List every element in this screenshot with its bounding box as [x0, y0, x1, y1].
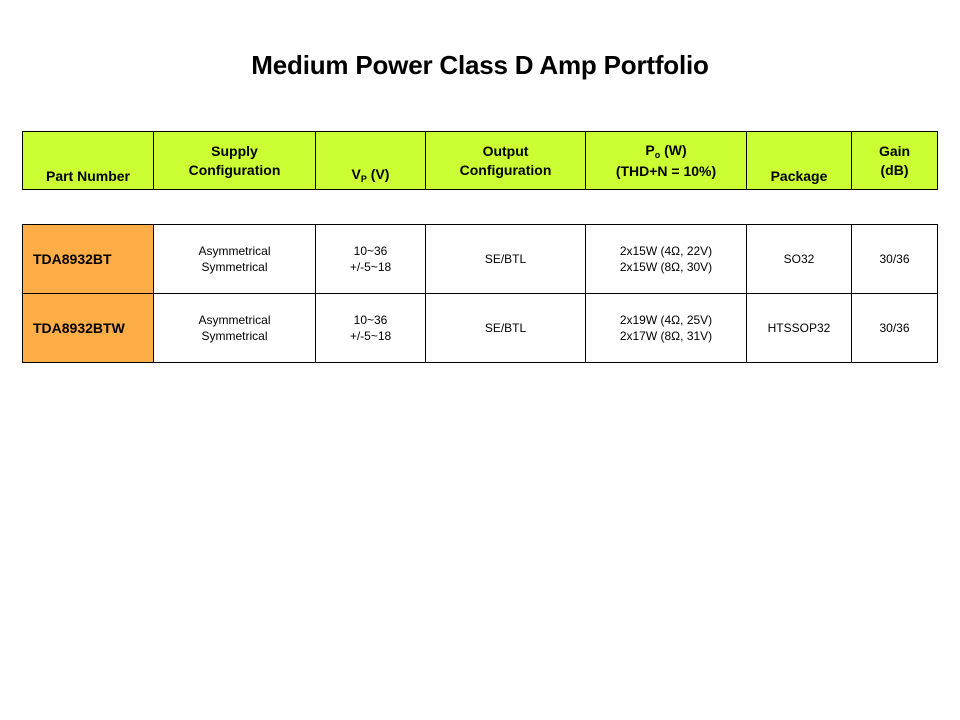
po-cell: [586, 225, 747, 294]
header-po-line1: [586, 141, 746, 162]
supply-cell: [154, 294, 316, 363]
header-part-number: [23, 132, 154, 190]
vp-cell: [316, 294, 426, 363]
header-vp-subscript: P: [360, 174, 367, 184]
header-po-unit: (W): [660, 141, 687, 158]
header-supply-line1: Supply: [211, 142, 258, 159]
table-row: [23, 294, 938, 363]
header-gain-line2: (dB): [880, 161, 909, 178]
header-vp-unit: (V): [366, 166, 390, 182]
po-line: 2x19W (4Ω, 25V): [619, 313, 713, 327]
header-vp: [316, 132, 426, 190]
supply-line: Asymmetrical: [198, 313, 271, 327]
supply-cell: [154, 225, 316, 294]
output-cell: SE/BTL: [426, 294, 586, 363]
header-vp-main: V: [351, 166, 361, 182]
supply-line: Symmetrical: [201, 260, 268, 274]
header-po-subscript: o: [654, 149, 661, 160]
part-number-cell: TDA8932BT: [23, 225, 154, 294]
vp-line: +/-5~18: [349, 329, 392, 343]
header-output-configuration: [426, 132, 586, 190]
header-package-label: Package: [770, 168, 828, 184]
header-po: [586, 132, 747, 190]
package-cell: HTSSOP32: [747, 294, 852, 363]
page-title: Medium Power Class D Amp Portfolio: [251, 50, 709, 80]
po-line: 2x17W (8Ω, 31V): [619, 329, 713, 343]
vp-line: 10~36: [353, 313, 388, 327]
header-part-number-label: Part Number: [45, 168, 131, 184]
vp-line: +/-5~18: [349, 260, 392, 274]
header-supply-configuration: [154, 132, 316, 190]
vp-cell: [316, 225, 426, 294]
header-row: [23, 132, 938, 190]
column-header-table: [22, 131, 938, 190]
header-po-line2: (THD+N = 10%): [615, 162, 717, 179]
vp-line: 10~36: [353, 244, 388, 258]
header-gain: [852, 132, 938, 190]
header-package: [747, 132, 852, 190]
po-line: 2x15W (4Ω, 22V): [619, 244, 713, 258]
part-number-cell: TDA8932BTW: [23, 294, 154, 363]
table-row: [23, 225, 938, 294]
header-supply-line2: Configuration: [188, 161, 281, 178]
po-line: 2x15W (8Ω, 30V): [619, 260, 713, 274]
header-output-line2: Configuration: [459, 161, 552, 178]
supply-line: Symmetrical: [201, 329, 268, 343]
supply-line: Asymmetrical: [198, 244, 271, 258]
header-gain-line1: Gain: [878, 142, 911, 159]
po-cell: [586, 294, 747, 363]
gain-cell: 30/36: [852, 225, 938, 294]
header-po-main: P: [645, 141, 655, 158]
package-cell: SO32: [747, 225, 852, 294]
product-table: [22, 224, 938, 363]
gain-cell: 30/36: [852, 294, 938, 363]
output-cell: SE/BTL: [426, 225, 586, 294]
header-output-line1: Output: [482, 142, 529, 159]
